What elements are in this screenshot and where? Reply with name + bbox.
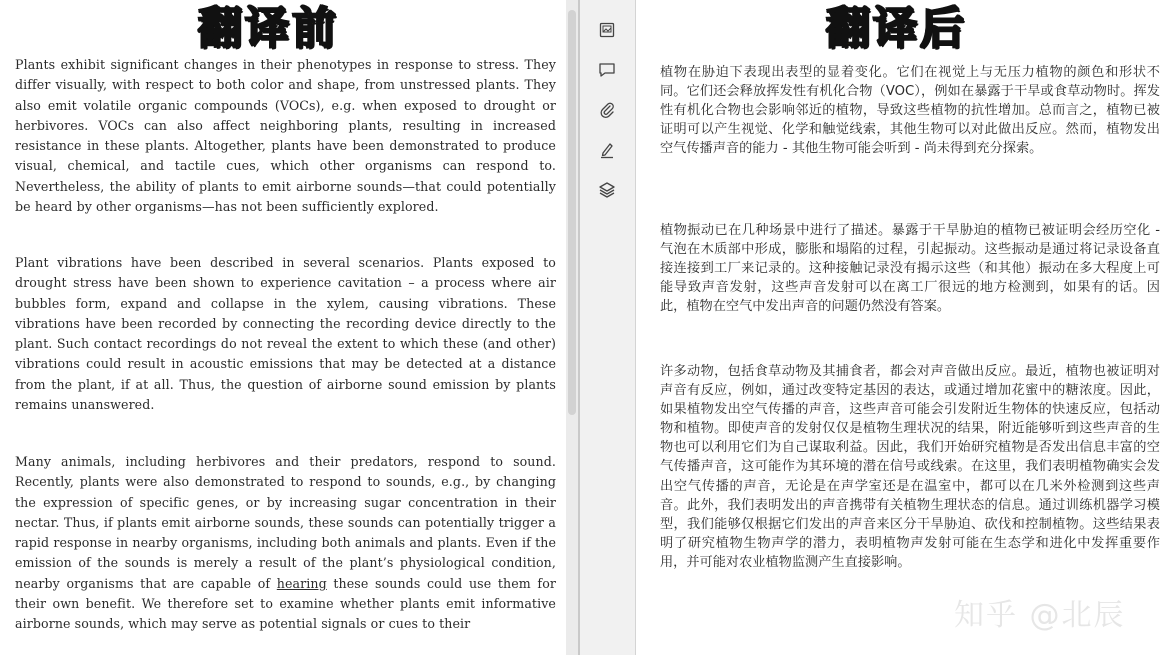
before-translation-banner: 翻译前 [198, 3, 339, 54]
underlined-word-hearing[interactable]: hearing [276, 575, 327, 591]
original-document-pane [0, 0, 566, 655]
original-paragraph-3-text-b: these sounds could use them for their own benefit. We therefore set to examine whether plants emit informative airborne sounds, which may serve as potential signals or cues to their [15, 575, 556, 632]
annotation-toolbar [580, 0, 636, 655]
left-pane-scrollbar-thumb[interactable] [568, 10, 576, 415]
original-paragraph-2: Plant vibrations have been described in several scenarios. Plants exposed to drought stress have been shown to experience cavitation – a process where air bubbles form, expand and collapse in the xylem, causing vibrations. These vibrations have been recorded by connecting the recording device directly to the plant. Such contact recordings do not reveal the extent to which these (and other) vibrations could result in acoustic emissions that may be detected at a distance from the plant, if at all. Thus, the question of airborne sound emission by plants remains unanswered. [15, 255, 556, 413]
original-paragraph-3-text-a: Many animals, including herbivores and their predators, respond to sound. Recently, plants were also demonstrated to respond to sounds, e.g., by changing the expression of specific genes, or by increasing sugar concentration in their nectar. Thus, if plants emit airborne sounds, these sounds can potentially trigger a rapid response in nearby organisms, including both animals and plants. Even if the emission of the sounds is merely a result of the plant’s physiological condition, nearby organisms that are capable of [15, 454, 556, 591]
attachment-icon[interactable] [596, 99, 618, 121]
pen-icon[interactable] [596, 139, 618, 161]
comment-icon[interactable] [596, 59, 618, 81]
translated-paragraph-1: 植物在胁迫下表现出表型的显着变化。它们在视觉上与无压力植物的颜色和形状不同。它们还会释放挥发性有机化合物（VOC），例如在暴露于干旱或食草动物时。挥发性有机化合物也会影响邻近的植物，导致这些植物的抗性增加。总而言之，植物已被证明可以产生视觉、化学和触觉线索，其他生物可以对此做出反应。然而，植物发出空气传播声音的能力 - 其他生物可能会听到 - 尚未得到充分探索。 [660, 65, 1160, 157]
image-icon[interactable] [596, 19, 618, 41]
translated-paragraph-2: 植物振动已在几种场景中进行了描述。暴露于干旱胁迫的植物已被证明会经历空化 - 气泡在木质部中形成，膨胀和塌陷的过程，引起振动。这些振动是通过将记录设备直接连接到工厂来记录的。这种接触记录没有揭示这些（和其他）振动在多大程度上可能导致声音发射，这些声音发射可以在离工厂很远的地方检测到，如果有的话。因此，植物在空气中发出声音的问题仍然没有答案。 [660, 223, 1160, 315]
zhihu-watermark: 知乎 @北辰 [954, 598, 1126, 633]
after-translation-banner: 翻译后 [826, 3, 967, 54]
original-paragraph-3 [15, 452, 556, 635]
layers-icon[interactable] [596, 179, 618, 201]
translated-document-pane [636, 0, 1167, 655]
original-paragraph-1: Plants exhibit significant changes in their phenotypes in response to stress. They differ visually, with respect to both color and shape, from unstressed plants. They also emit volatile organic compounds (VOCs), e.g. when exposed to drought or herbivores. VOCs can also affect neighboring plants, resulting in increased resistance in these plants. Altogether, plants have been demonstrated to produce visual, chemical, and tactile cues, which other organisms can respond to. Nevertheless, the ability of plants to emit airborne sounds—that could potentially be heard by other organisms—has not been sufficiently explored. [15, 57, 556, 215]
translated-paragraph-3: 许多动物，包括食草动物及其捕食者，都会对声音做出反应。最近，植物也被证明对声音有反应，例如，通过改变特定基因的表达，或通过增加花蜜中的糖浓度。因此，如果植物发出空气传播的声音，这些声音可能会引发附近生物体的快速反应，包括动物和植物。即使声音的发射仅仅是植物生理状况的结果，附近能够听到这些声音的生物也可以利用它们为自己谋取利益。因此，我们开始研究植物是否发出信息丰富的空气传播声音，这可能作为其环境的潜在信号或线索。在这里，我们表明植物确实会发出空气传播的声音，无论是在声学室还是在温室中，都可以在几米外检测到这些声音。此外，我们表明发出的声音携带有关植物生理状态的信息。通过训练机器学习模型，我们能够仅根据它们发出的声音来区分干旱胁迫、砍伐和控制植物。这些结果表明了研究植物生物声学的潜力，表明植物声发射可能在生态学和进化中发挥重要作用，并可能对农业植物监测产生直接影响。 [660, 364, 1160, 570]
